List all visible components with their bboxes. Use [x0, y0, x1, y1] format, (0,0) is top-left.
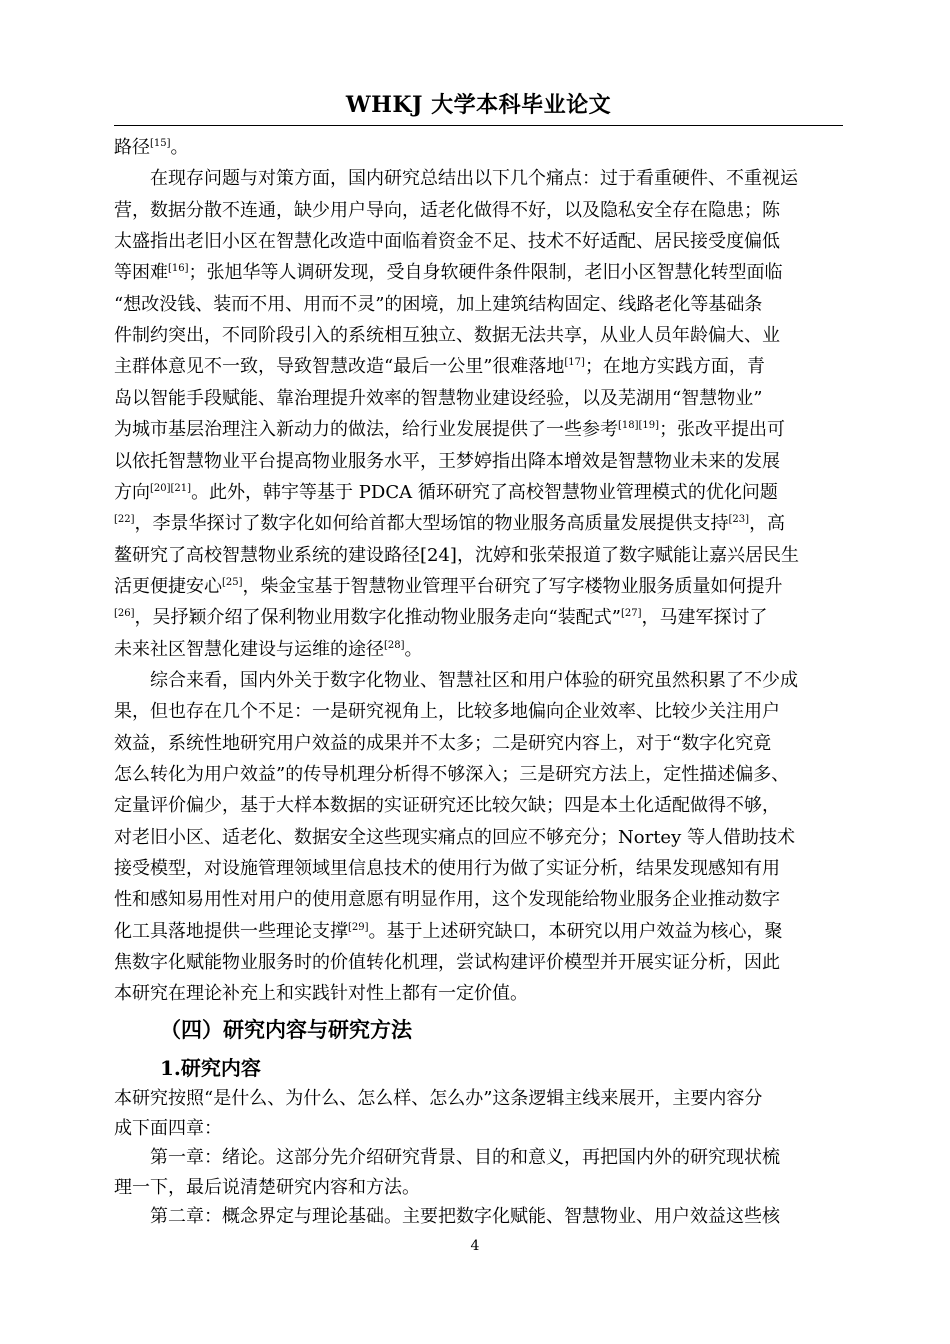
text-line: 果，但也存在几个不足：一是研究视角上，比较多地偏向企业效率、比较少关注用户	[114, 701, 780, 723]
citation-marker: [26]	[114, 608, 135, 620]
text-line: 活更便捷安心[25]，柴金宝基于智慧物业管理平台研究了写字楼物业服务质量如何提升	[114, 575, 783, 597]
text-line: 本研究按照“是什么、为什么、怎么样、怎么办”这条逻辑主线来展开，主要内容分	[114, 1088, 763, 1109]
text-line: 方向[20][21]。此外，韩宇等基于 PDCA 循环研究了高校智慧物业管理模式的优化问题	[114, 481, 778, 503]
text-line: 本研究在理论补充上和实践针对性上都有一定价值。	[114, 983, 528, 1005]
text-line: 为城市基层治理注入新动力的做法，给行业发展提供了一些参考[18][19]；张改平提出可	[114, 419, 786, 441]
text-line: 鳌研究了高校智慧物业系统的建设路径[24]，沈婷和张荣报道了数字赋能让嘉兴居民生	[114, 544, 799, 566]
section-heading: （四）研究内容与研究方法	[160, 1017, 412, 1042]
text-line: 怎么转化为用户效益”的传导机理分析得不够深入；三是研究方法上，定性描述偏多、	[114, 764, 790, 785]
text-line: 岛以智能手段赋能、靠治理提升效率的智慧物业建设经验，以及芜湖用“智慧物业”	[114, 387, 763, 409]
text-line: 太盛指出老旧小区在智慧化改造中面临着资金不足、技术不好适配、居民接受度偏低	[114, 231, 780, 253]
header-rule	[114, 125, 843, 126]
citation-marker: [29]	[348, 921, 369, 933]
text-line: 理一下，最后说清楚研究内容和方法。	[114, 1176, 420, 1198]
text-line: “想改没钱、装而不用、用而不灵”的困境，加上建筑结构固定、线路老化等基础条	[114, 293, 763, 315]
text-line: 性和感知易用性对用户的使用意愿有明显作用，这个发现能给物业服务企业推动数字	[114, 889, 780, 911]
citation-marker: [23]	[728, 514, 750, 526]
text-line: 焦数字化赋能物业服务时的价值转化机理，尝试构建评价模型并开展实证分析，因此	[114, 952, 780, 974]
citation-marker: [17]	[564, 357, 585, 369]
text-line: 第一章：绪论。这部分先介绍研究背景、目的和意义，再把国内外的研究现状梳	[114, 1147, 780, 1169]
text-line: 主群体意见不一致，导致智慧改造“最后一公里”很难落地[17]；在地方实践方面，青	[114, 356, 765, 378]
text-line: 等困难[16]；张旭华等人调研发现，受自身软硬件条件限制，老旧小区智慧化转型面临	[114, 262, 783, 284]
citation-marker: [21]	[170, 482, 192, 494]
citation-marker: [25]	[222, 576, 243, 588]
text-line: 以依托智慧物业平台提高物业服务水平，王梦婷指出降本增效是智慧物业未来的发展	[114, 450, 780, 472]
citation-marker: [27]	[620, 608, 642, 620]
citation-marker: [20]	[150, 482, 171, 494]
citation-marker: [15]	[150, 138, 171, 149]
text-line: 成下面四章：	[114, 1117, 222, 1139]
text-line: 在现存问题与对策方面，国内研究总结出以下几个痛点：过于看重硬件、不重视运	[114, 168, 798, 190]
text-line: 接受模型，对设施管理领域里信息技术的使用行为做了实证分析，结果发现感知有用	[114, 858, 780, 880]
running-header: WHKJ 大学本科毕业论文	[345, 92, 612, 118]
text-line: 未来社区智慧化建设与运维的途径[28]。	[114, 638, 423, 660]
text-line: 化工具落地提供一些理论支撑[29]。基于上述研究缺口，本研究以用户效益为核心，聚	[114, 920, 783, 942]
citation-marker: [16]	[168, 263, 189, 275]
text-line: 第二章：概念界定与理论基础。主要把数字化赋能、智慧物业、用户效益这些核	[114, 1206, 780, 1228]
text-line: 定量评价偏少，基于大样本数据的实证研究还比较欠缺；四是本土化适配做得不够，	[114, 795, 780, 817]
text-line: [22]，李景华探讨了数字化如何给首都大型场馆的物业服务高质量发展提供支持[23]，高	[114, 513, 786, 535]
citation-marker: [18]	[618, 420, 639, 432]
text-line: 路径[15]。	[114, 137, 189, 158]
text-line: 效益，系统性地研究用户效益的成果并不太多；二是研究内容上，对于“数字化究竟	[114, 732, 772, 754]
text-line: 对老旧小区、适老化、数据安全这些现实痛点的回应不够充分；Nortey 等人借助技术	[114, 826, 795, 848]
text-line: 综合来看，国内外关于数字化物业、智慧社区和用户体验的研究虽然积累了不少成	[114, 669, 798, 691]
text-line: 营，数据分散不连通，缺少用户导向，适老化做得不好，以及隐私安全存在隐患；陈	[114, 199, 780, 221]
page-number: 4	[470, 1238, 480, 1254]
citation-marker: [22]	[114, 514, 135, 526]
text-line: [26]，吴抒颖介绍了保利物业用数字化推动物业服务走向“装配式”[27]，马建军探讨了	[114, 607, 768, 629]
citation-marker: [28]	[384, 639, 405, 651]
citation-marker: [19]	[638, 420, 660, 432]
text-line: 件制约突出，不同阶段引入的系统相互独立、数据无法共享，从业人员年龄偏大、业	[114, 325, 780, 347]
subsection-heading: 1.研究内容	[160, 1056, 261, 1080]
